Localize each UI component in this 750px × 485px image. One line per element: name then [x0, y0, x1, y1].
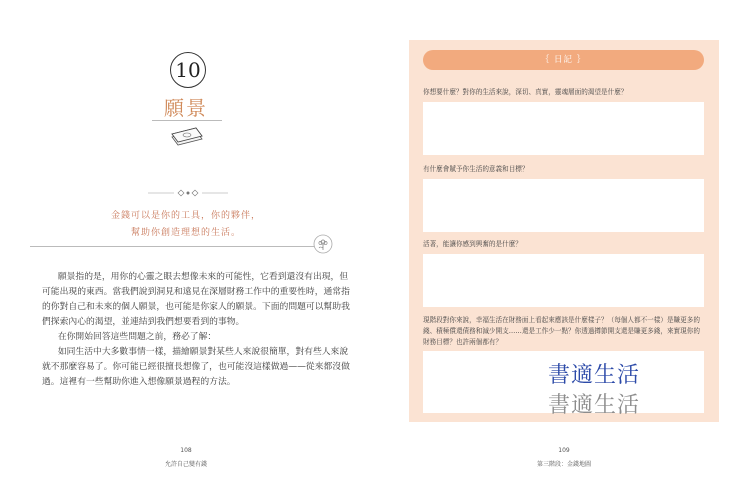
watermark-blue: 書適生活: [548, 363, 641, 388]
page-number-right: 109: [558, 447, 570, 454]
ornament-divider-icon: [148, 188, 228, 198]
answer-box[interactable]: [423, 102, 704, 155]
answer-box[interactable]: [423, 254, 704, 307]
body-paragraph: 願景指的是，用你的心靈之眼去想像未來的可能性，它看到還沒有出現，但可能出現的東西。當我們說到洞見和遠見在深層財務工作中的重要性時，通常指的你對自己和未來的個人願景，也可能是你家人的願景。下面的問題可以幫助我們探索內心的渴望，並連結到我們想要看到的事物。: [42, 272, 350, 327]
journal-question: 現階段對你來說，幸福生活在財務面上看起來應該是什麼樣子？（每個人都不一樣）是賺更多的錢、積極償還債務和減少開支……還是工作少一點？你透過撙節開支還是賺更多錢，來實現你的財務目標？也許兩個都有？: [423, 316, 700, 346]
page-number-left: 108: [180, 447, 192, 454]
flower-icon: [313, 234, 333, 254]
quote-line-2: 幫助你創造理想的生活。: [130, 228, 241, 238]
watermark-gray: 書適生活: [548, 393, 641, 418]
diary-label: 日記: [553, 55, 573, 65]
answer-box[interactable]: [423, 179, 704, 232]
chapter-number: 10: [170, 52, 206, 88]
body-paragraph: 如同生活中大多數事情一樣，描繪願景對某些人來說很簡單，對有些人來說就不那麼容易了。你可能已經很擅長想像了，也可能沒這樣做過——從來都沒做過。這裡有一些幫助你進入想像願景過程的方法。: [42, 347, 350, 387]
left-page: [0, 0, 372, 485]
bracket-right-icon: ｝: [573, 55, 587, 65]
body-paragraph: 在你開始回答這些問題之前，務必了解：: [57, 332, 217, 342]
money-stack-icon: [168, 124, 206, 146]
diary-banner: [423, 50, 704, 70]
journal-question: 活著，能讓你感到興奮的是什麼？: [423, 240, 522, 248]
quote-line-1: 金錢可以是你的工具，你的夥伴，: [110, 211, 261, 221]
quote-divider: [30, 246, 320, 247]
page-footer-right: 第三階段：金錢地圖: [536, 461, 591, 468]
journal-question: 有什麼會賦予你生活的意義和目標？: [423, 165, 529, 173]
bracket-left-icon: ｛: [540, 55, 554, 65]
chapter-title: 願景: [164, 96, 208, 120]
chapter-body: [42, 270, 350, 390]
journal-question: 你想要什麼？對你的生活來說，深切、真實，靈魂層面的渴望是什麼？: [423, 88, 628, 96]
title-divider: [152, 120, 222, 121]
page-footer-left: 允許自己變有錢: [164, 461, 207, 468]
